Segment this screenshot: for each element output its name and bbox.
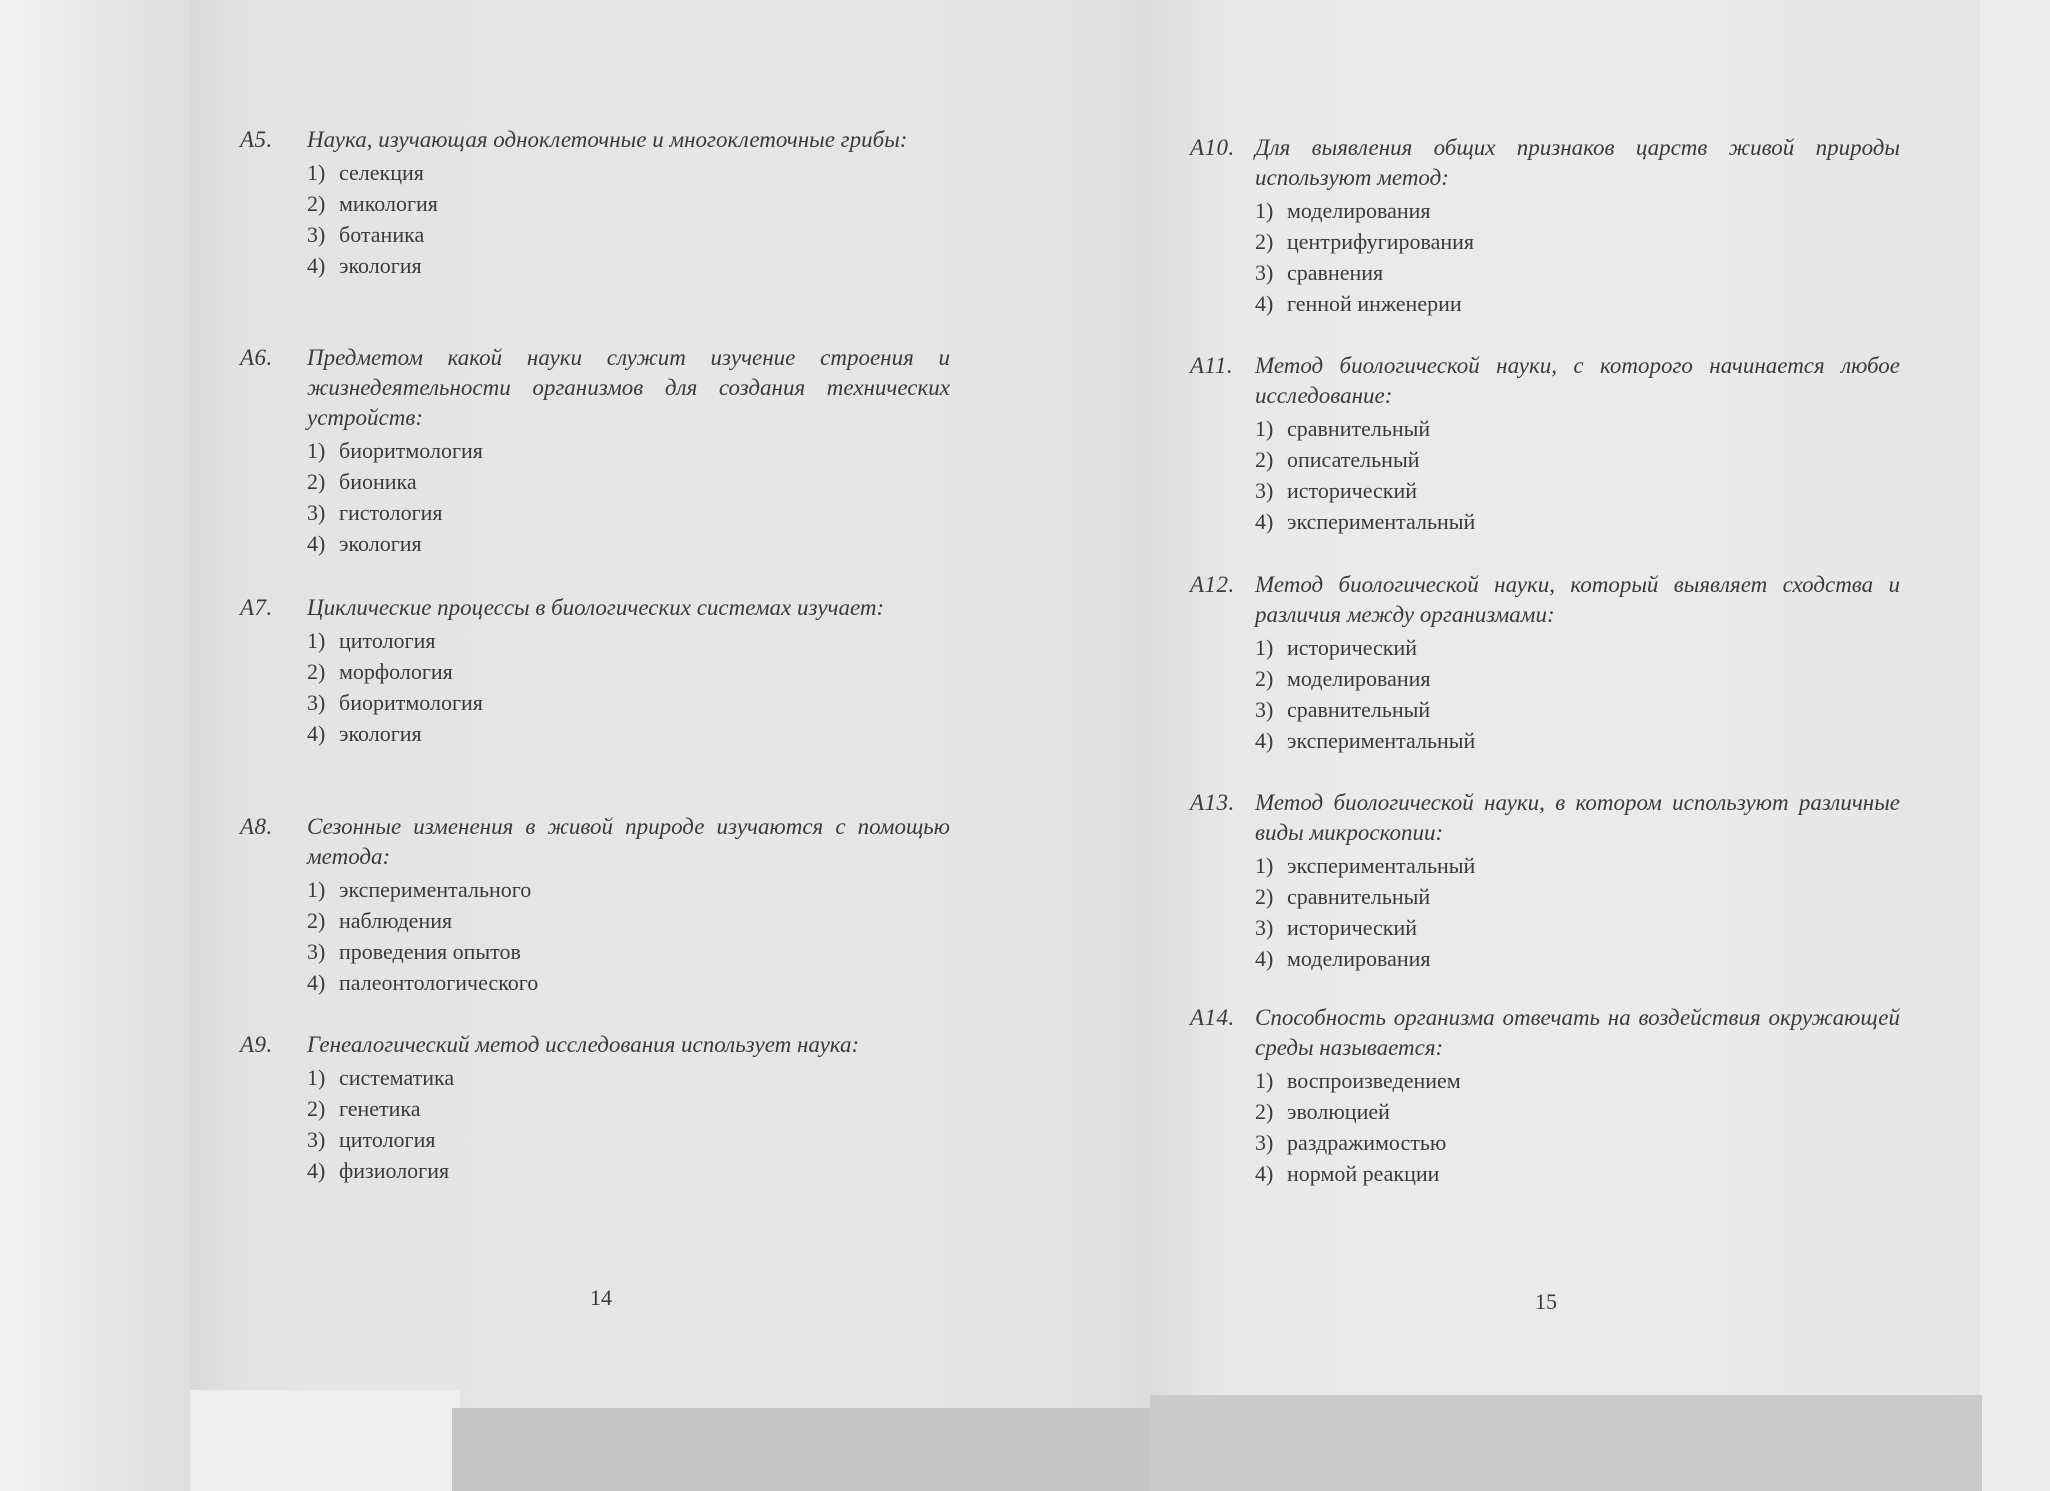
question-number: А9. xyxy=(240,1032,273,1057)
scan-bottom-shadow-right xyxy=(1150,1395,1982,1491)
question-number: А8. xyxy=(240,814,273,839)
answer-option: 3) сравнительный xyxy=(1255,697,1431,722)
answer-option: 1) моделирования xyxy=(1255,198,1431,223)
question-number: А10. xyxy=(1190,135,1235,160)
answer-option: 3) биоритмология xyxy=(307,690,483,715)
question-text: Наука, изучающая одноклеточные и многоклеточные грибы: xyxy=(307,127,908,152)
answer-option: 1) систематика xyxy=(307,1065,455,1090)
answer-options xyxy=(307,157,950,281)
answer-options xyxy=(307,625,950,749)
answer-option: 4) физиология xyxy=(307,1158,450,1183)
answer-options xyxy=(1255,1065,1900,1189)
answer-options xyxy=(307,1062,950,1186)
question-a8 xyxy=(240,812,950,998)
answer-option: 1) экспериментальный xyxy=(1255,853,1476,878)
answer-option: 4) моделирования xyxy=(1255,946,1431,971)
question-a9 xyxy=(240,1030,950,1186)
answer-options xyxy=(1255,413,1900,537)
question-a5 xyxy=(240,125,950,281)
question-a13 xyxy=(1190,788,1900,974)
question-a6 xyxy=(240,343,950,559)
answer-option: 3) раздражимостью xyxy=(1255,1130,1447,1155)
question-text: Предметом какой науки служит изучение строения и жизнедеятельности организмов для создания технических устройств: xyxy=(307,345,950,430)
answer-option: 4) экология xyxy=(307,721,422,746)
question-number: А13. xyxy=(1190,790,1235,815)
answer-option: 4) палеонтологического xyxy=(307,970,539,995)
answer-option: 2) генетика xyxy=(307,1096,421,1121)
question-text: Метод биологической науки, в котором используют различные виды микроскопии: xyxy=(1255,790,1900,845)
answer-option: 2) бионика xyxy=(307,469,417,494)
question-text: Сезонные изменения в живой природе изучаются с помощью метода: xyxy=(307,814,950,869)
question-text: Метод биологической науки, с которого начинается любое исследование: xyxy=(1255,353,1900,408)
answer-option: 4) генной инженерии xyxy=(1255,291,1462,316)
answer-option: 3) ботаника xyxy=(307,222,425,247)
page-number-left: 14 xyxy=(590,1285,612,1310)
answer-option: 2) эволюцией xyxy=(1255,1099,1390,1124)
question-number: А6. xyxy=(240,345,273,370)
answer-option: 4) экология xyxy=(307,253,422,278)
scan-bottom-edge xyxy=(190,1390,460,1491)
page-number-right: 15 xyxy=(1535,1289,1557,1314)
answer-option: 2) центрифугирования xyxy=(1255,229,1474,254)
answer-option: 1) биоритмология xyxy=(307,438,483,463)
answer-option: 1) цитология xyxy=(307,628,436,653)
answer-option: 4) экспериментальный xyxy=(1255,728,1476,753)
answer-option: 1) экспериментального xyxy=(307,877,532,902)
question-text: Способность организма отвечать на воздействия окружающей среды называется: xyxy=(1255,1005,1900,1060)
answer-options xyxy=(307,435,950,559)
answer-options xyxy=(307,874,950,998)
answer-options xyxy=(1255,850,1900,974)
question-text: Метод биологической науки, который выявляет сходства и различия между организмами: xyxy=(1255,572,1900,627)
answer-option: 3) исторический xyxy=(1255,915,1418,940)
question-number: А14. xyxy=(1190,1005,1235,1030)
question-a12 xyxy=(1190,570,1900,756)
scan-margin xyxy=(0,0,190,1491)
answer-option: 2) сравнительный xyxy=(1255,884,1431,909)
answer-option: 1) сравнительный xyxy=(1255,416,1431,441)
answer-option: 4) экспериментальный xyxy=(1255,509,1476,534)
answer-option: 2) моделирования xyxy=(1255,666,1431,691)
answer-option: 2) наблюдения xyxy=(307,908,453,933)
answer-options xyxy=(1255,195,1900,319)
question-number: А12. xyxy=(1190,572,1235,597)
question-number: А11. xyxy=(1190,353,1234,378)
answer-options xyxy=(1255,632,1900,756)
question-text: Генеалогический метод исследования использует наука: xyxy=(307,1032,860,1057)
answer-option: 2) описательный xyxy=(1255,447,1420,472)
answer-option: 3) сравнения xyxy=(1255,260,1384,285)
answer-option: 4) нормой реакции xyxy=(1255,1161,1440,1186)
answer-option: 1) исторический xyxy=(1255,635,1418,660)
question-a7 xyxy=(240,593,950,749)
question-number: А7. xyxy=(240,595,273,620)
question-text: Для выявления общих признаков царств живой природы используют метод: xyxy=(1255,135,1900,190)
answer-option: 4) экология xyxy=(307,531,422,556)
question-a10 xyxy=(1190,133,1900,319)
answer-option: 3) цитология xyxy=(307,1127,436,1152)
answer-option: 1) селекция xyxy=(307,160,424,185)
answer-option: 3) гистология xyxy=(307,500,443,525)
question-a14 xyxy=(1190,1003,1900,1189)
question-a11 xyxy=(1190,351,1900,537)
question-text: Циклические процессы в биологических системах изучает: xyxy=(307,595,885,620)
answer-option: 3) исторический xyxy=(1255,478,1418,503)
answer-option: 1) воспроизведением xyxy=(1255,1068,1461,1093)
answer-option: 2) микология xyxy=(307,191,438,216)
answer-option: 3) проведения опытов xyxy=(307,939,521,964)
answer-option: 2) морфология xyxy=(307,659,453,684)
question-number: А5. xyxy=(240,127,273,152)
